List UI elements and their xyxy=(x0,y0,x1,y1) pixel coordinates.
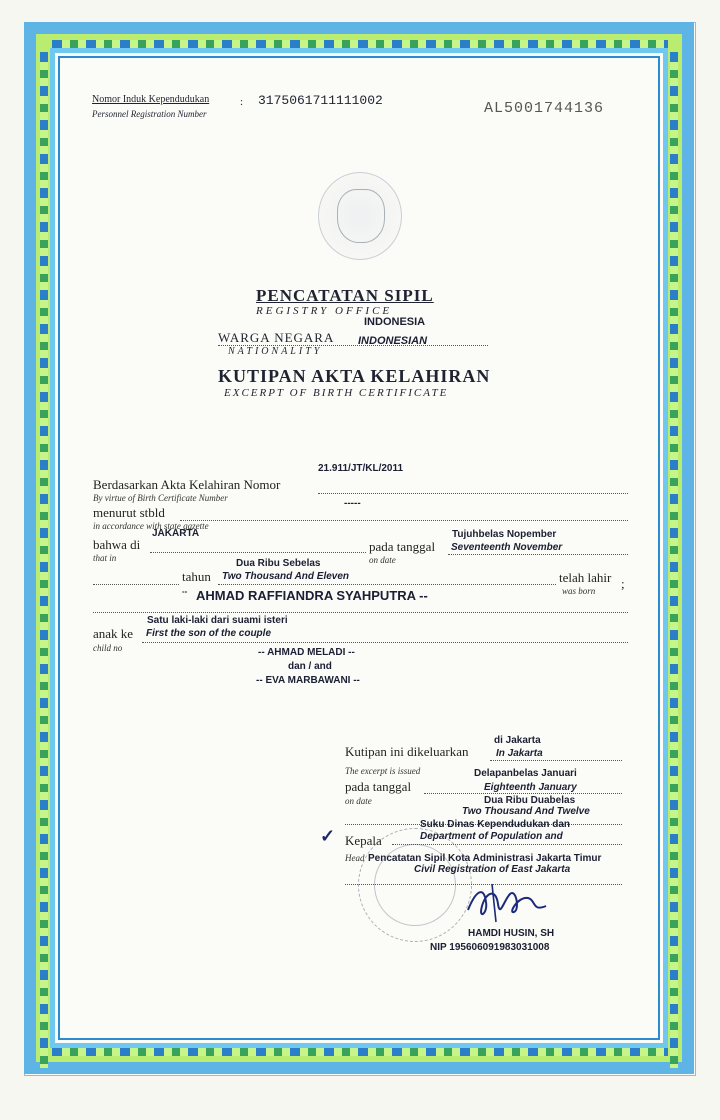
serial-number: AL5001744136 xyxy=(484,100,605,117)
mother-name: -- EVA MARBAWANI -- xyxy=(256,675,360,686)
date-label-en: on date xyxy=(369,555,396,565)
office-value: INDONESIA xyxy=(364,316,426,328)
border-chain-top xyxy=(52,40,668,48)
and-text: dan / and xyxy=(288,661,332,672)
birth-place: JAKARTA xyxy=(152,528,200,539)
issued-label: Kutipan ini dikeluarkan xyxy=(345,744,469,759)
reg-label: Nomor Induk Kependudukan xyxy=(92,94,210,105)
born-label-en: was born xyxy=(562,586,596,596)
father-name: -- AHMAD MELADI -- xyxy=(258,647,355,658)
row2-label-en: in accordance with state gazette xyxy=(93,521,209,531)
born-label: telah lahir xyxy=(559,570,612,585)
child-name-prefix: -- xyxy=(182,587,188,596)
department-en: Department of Population and xyxy=(420,831,563,842)
year-label: tahun xyxy=(182,569,211,584)
border-chain-left xyxy=(40,52,48,1068)
office-full: Pencatatan Sipil Kota Administrasi Jakarta Timur xyxy=(368,853,602,864)
issued-year: Dua Ribu Duabelas xyxy=(484,795,576,806)
row2-label: menurut stbld xyxy=(93,505,165,520)
row3-label-en: that in xyxy=(93,553,117,563)
birth-year: Dua Ribu Sebelas xyxy=(236,558,321,569)
office-full-en: Civil Registration of East Jakarta xyxy=(414,864,571,875)
office-title-en: REGISTRY OFFICE xyxy=(256,305,393,317)
issued-label-en: The excerpt is issued xyxy=(345,766,421,776)
document-title: KUTIPAN AKTA KELAHIRAN xyxy=(218,366,491,386)
official-nip: NIP 195606091983031008 xyxy=(430,942,550,953)
reg-colon: : xyxy=(240,96,244,108)
issued-date: Delapanbelas Januari xyxy=(474,768,577,779)
birth-year-en: Two Thousand And Eleven xyxy=(222,571,350,582)
row1-label: Berdasarkan Akta Kelahiran Nomor xyxy=(93,477,281,492)
child-label-en: child no xyxy=(93,643,123,653)
garuda-emblem-icon xyxy=(318,172,402,260)
issued-date-label-en: on date xyxy=(345,796,372,806)
issued-place: di Jakarta xyxy=(494,735,541,746)
issued-year-en: Two Thousand And Twelve xyxy=(462,806,590,817)
child-name: AHMAD RAFFIANDRA SYAHPUTRA -- xyxy=(196,588,428,603)
head-label: Kepala xyxy=(345,833,382,848)
row1-label-en: By virtue of Birth Certificate Number xyxy=(93,493,228,503)
signature-icon xyxy=(462,880,552,926)
state-gazette-value: ----- xyxy=(344,498,361,509)
reg-label-en: Personnel Registration Number xyxy=(92,109,207,119)
birth-date: Tujuhbelas Nopember xyxy=(452,529,557,540)
official-name: HAMDI HUSIN, SH xyxy=(468,928,555,939)
child-order-en: First the son of the couple xyxy=(146,628,272,639)
paraf-mark-icon: ✓ xyxy=(320,826,336,846)
nationality-label-en: NATIONALITY xyxy=(228,346,323,357)
row3-label: bahwa di xyxy=(93,537,141,552)
document-title-en: EXCERPT OF BIRTH CERTIFICATE xyxy=(224,387,449,399)
birth-date-en: Seventeenth November xyxy=(451,542,563,553)
head-label-en: Head xyxy=(345,853,365,863)
issued-date-en: Eighteenth January xyxy=(484,782,577,793)
border-chain-bottom xyxy=(52,1048,668,1056)
reg-number: 3175061711111002 xyxy=(258,93,383,108)
office-title: PENCATATAN SIPIL xyxy=(256,286,434,305)
issued-place-en: In Jakarta xyxy=(496,748,543,759)
child-order: Satu laki-laki dari suami isteri xyxy=(147,615,288,626)
nationality-value: INDONESIAN xyxy=(358,335,428,347)
date-label: pada tanggal xyxy=(369,539,436,554)
nationality-label: WARGA NEGARA xyxy=(218,330,335,345)
department: Suku Dinas Kependudukan dan xyxy=(420,819,571,830)
border-chain-right xyxy=(670,52,678,1068)
issued-date-label: pada tanggal xyxy=(345,779,412,794)
child-label: anak ke xyxy=(93,626,134,641)
certificate-number: 21.911/JT/KL/2011 xyxy=(318,463,404,474)
